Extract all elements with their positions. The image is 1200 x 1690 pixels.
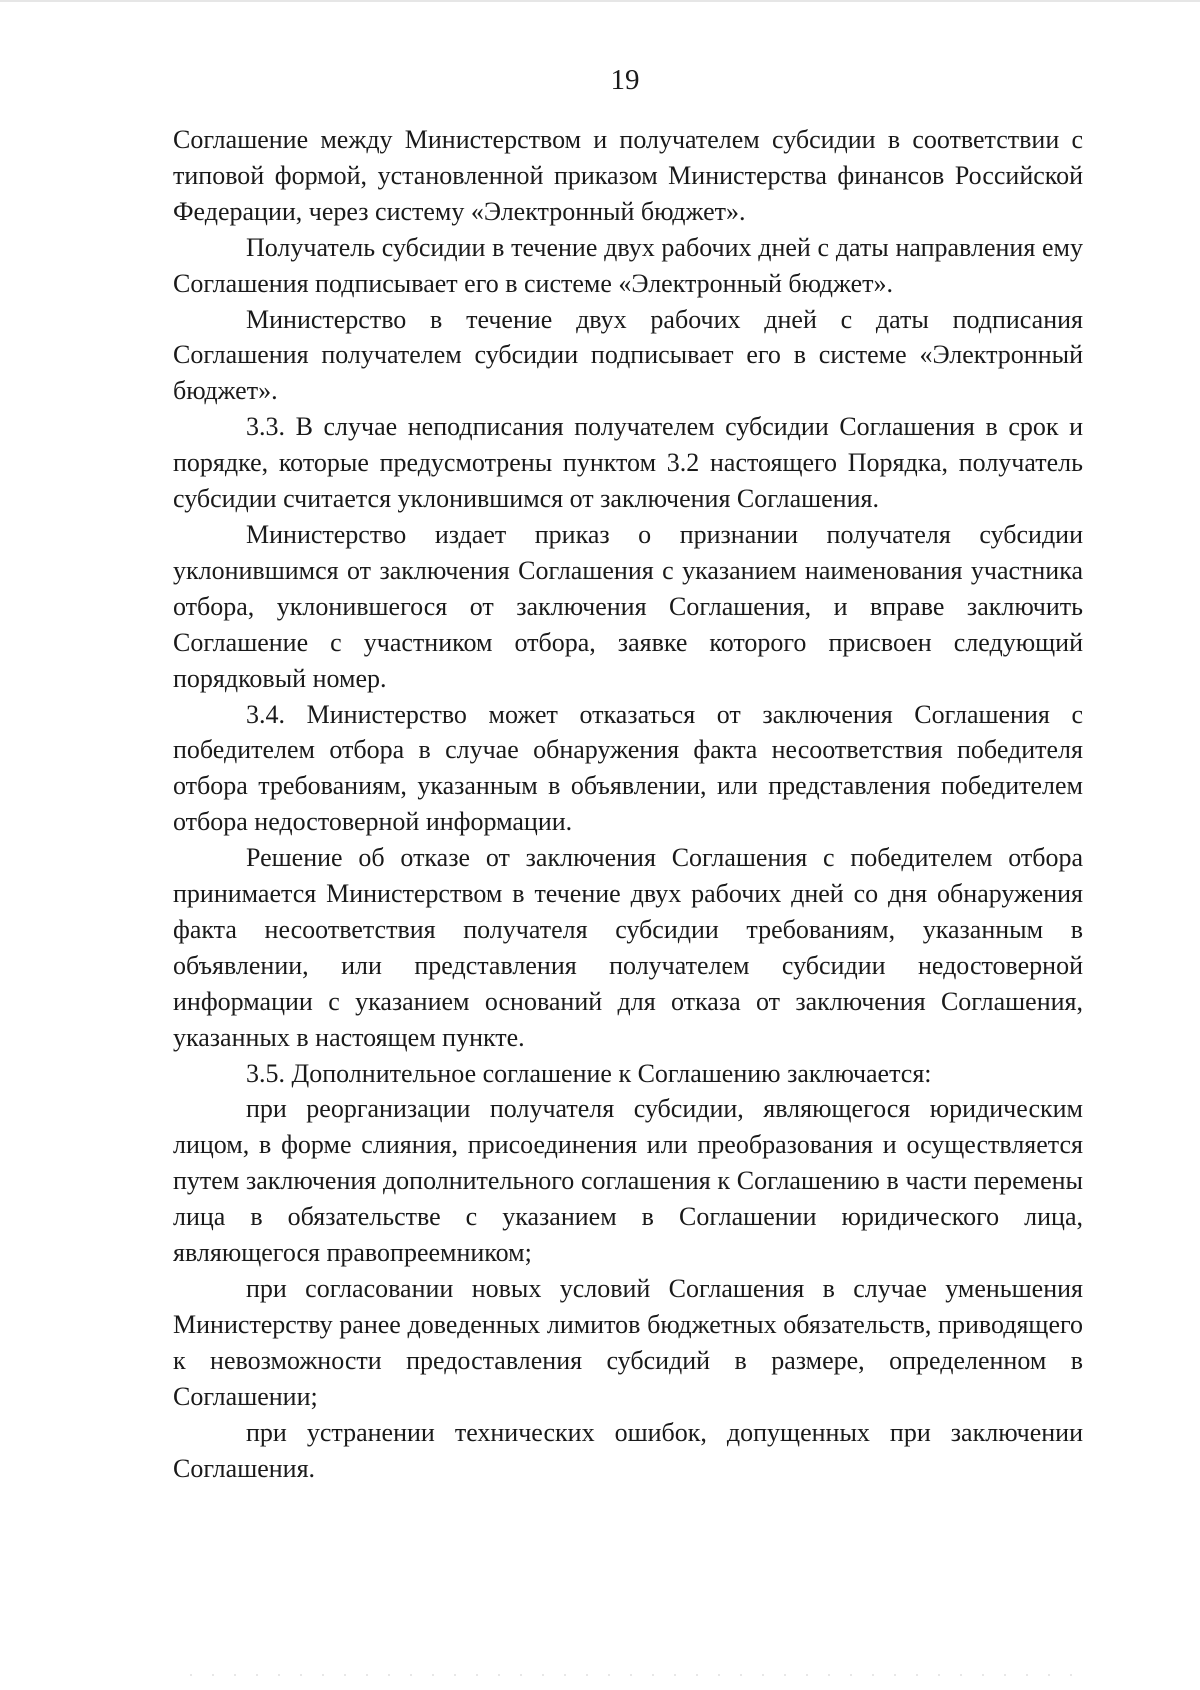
paragraph-ministry-signs: Министерство в течение двух рабочих дней с даты подписания Соглашения получателем субсидии подписывает его в системе «Электронный бюджет». bbox=[173, 304, 1083, 406]
paragraph-reorganization: при реорганизации получателя субсидии, являющегося юридическим лицом, в форме слияния, присоединения или преобразования и осуществляется путем заключения дополнительного соглашения к Соглашению в части перемены лица в обязательстве с указанием в Соглашении юридического лица, являющегося правопреемником; bbox=[173, 1094, 1083, 1268]
document-body bbox=[173, 122, 1083, 1486]
paragraph-technical-errors: при устранении технических ошибок, допущенных при заключении Соглашения. bbox=[173, 1417, 1083, 1483]
scan-top-edge bbox=[0, 0, 1200, 2]
scan-noise bbox=[180, 1672, 1080, 1678]
page-number: 19 bbox=[610, 64, 640, 96]
paragraph-refusal-decision: Решение об отказе от заключения Соглашения с победителем отбора принимается Министерством в течение двух рабочих дней со дня обнаружения факта несоответствия получателя субсидии требованиям, указанным в объявлении, или представления получателем субсидии недостоверной информации с указанием оснований для отказа от заключения Соглашения, указанных в настоящем пункте. bbox=[173, 843, 1083, 1052]
paragraph-ministry-order: Министерство издает приказ о признании получателя субсидии уклонившимся от заключения Соглашения с указанием наименования участника отбора, уклонившегося от заключения Соглашения, и вправе заключить Соглашение с участником отбора, заявке которого присвоен следующий порядковый номер. bbox=[173, 519, 1083, 693]
paragraph-clause-3-3: 3.3. В случае неподписания получателем субсидии Соглашения в срок и порядке, которые предусмотрены пунктом 3.2 настоящего Порядка, получатель субсидии считается уклонившимся от заключения Соглашения. bbox=[173, 412, 1083, 514]
paragraph-agreement-form: Соглашение между Министерством и получателем субсидии в соответствии с типовой формой, установленной приказом Министерства финансов Российской Федерации, через систему «Электронный бюджет». bbox=[173, 125, 1083, 226]
paragraph-clause-3-4: 3.4. Министерство может отказаться от заключения Соглашения с победителем отбора в случае обнаружения факта несоответствия победителя отбора требованиям, указанным в объявлении, или представления победителем отбора недостоверной информации. bbox=[173, 699, 1083, 837]
paragraph-clause-3-5: 3.5. Дополнительное соглашение к Соглашению заключается: bbox=[246, 1058, 932, 1088]
paragraph-new-conditions: при согласовании новых условий Соглашения в случае уменьшения Министерству ранее доведенных лимитов бюджетных обязательств, приводящего к невозможности предоставления субсидий в размере, определенном в Соглашении; bbox=[173, 1274, 1083, 1411]
paragraph-recipient-signs: Получатель субсидии в течение двух рабочих дней с даты направления ему Соглашения подписывает его в системе «Электронный бюджет». bbox=[173, 232, 1083, 298]
